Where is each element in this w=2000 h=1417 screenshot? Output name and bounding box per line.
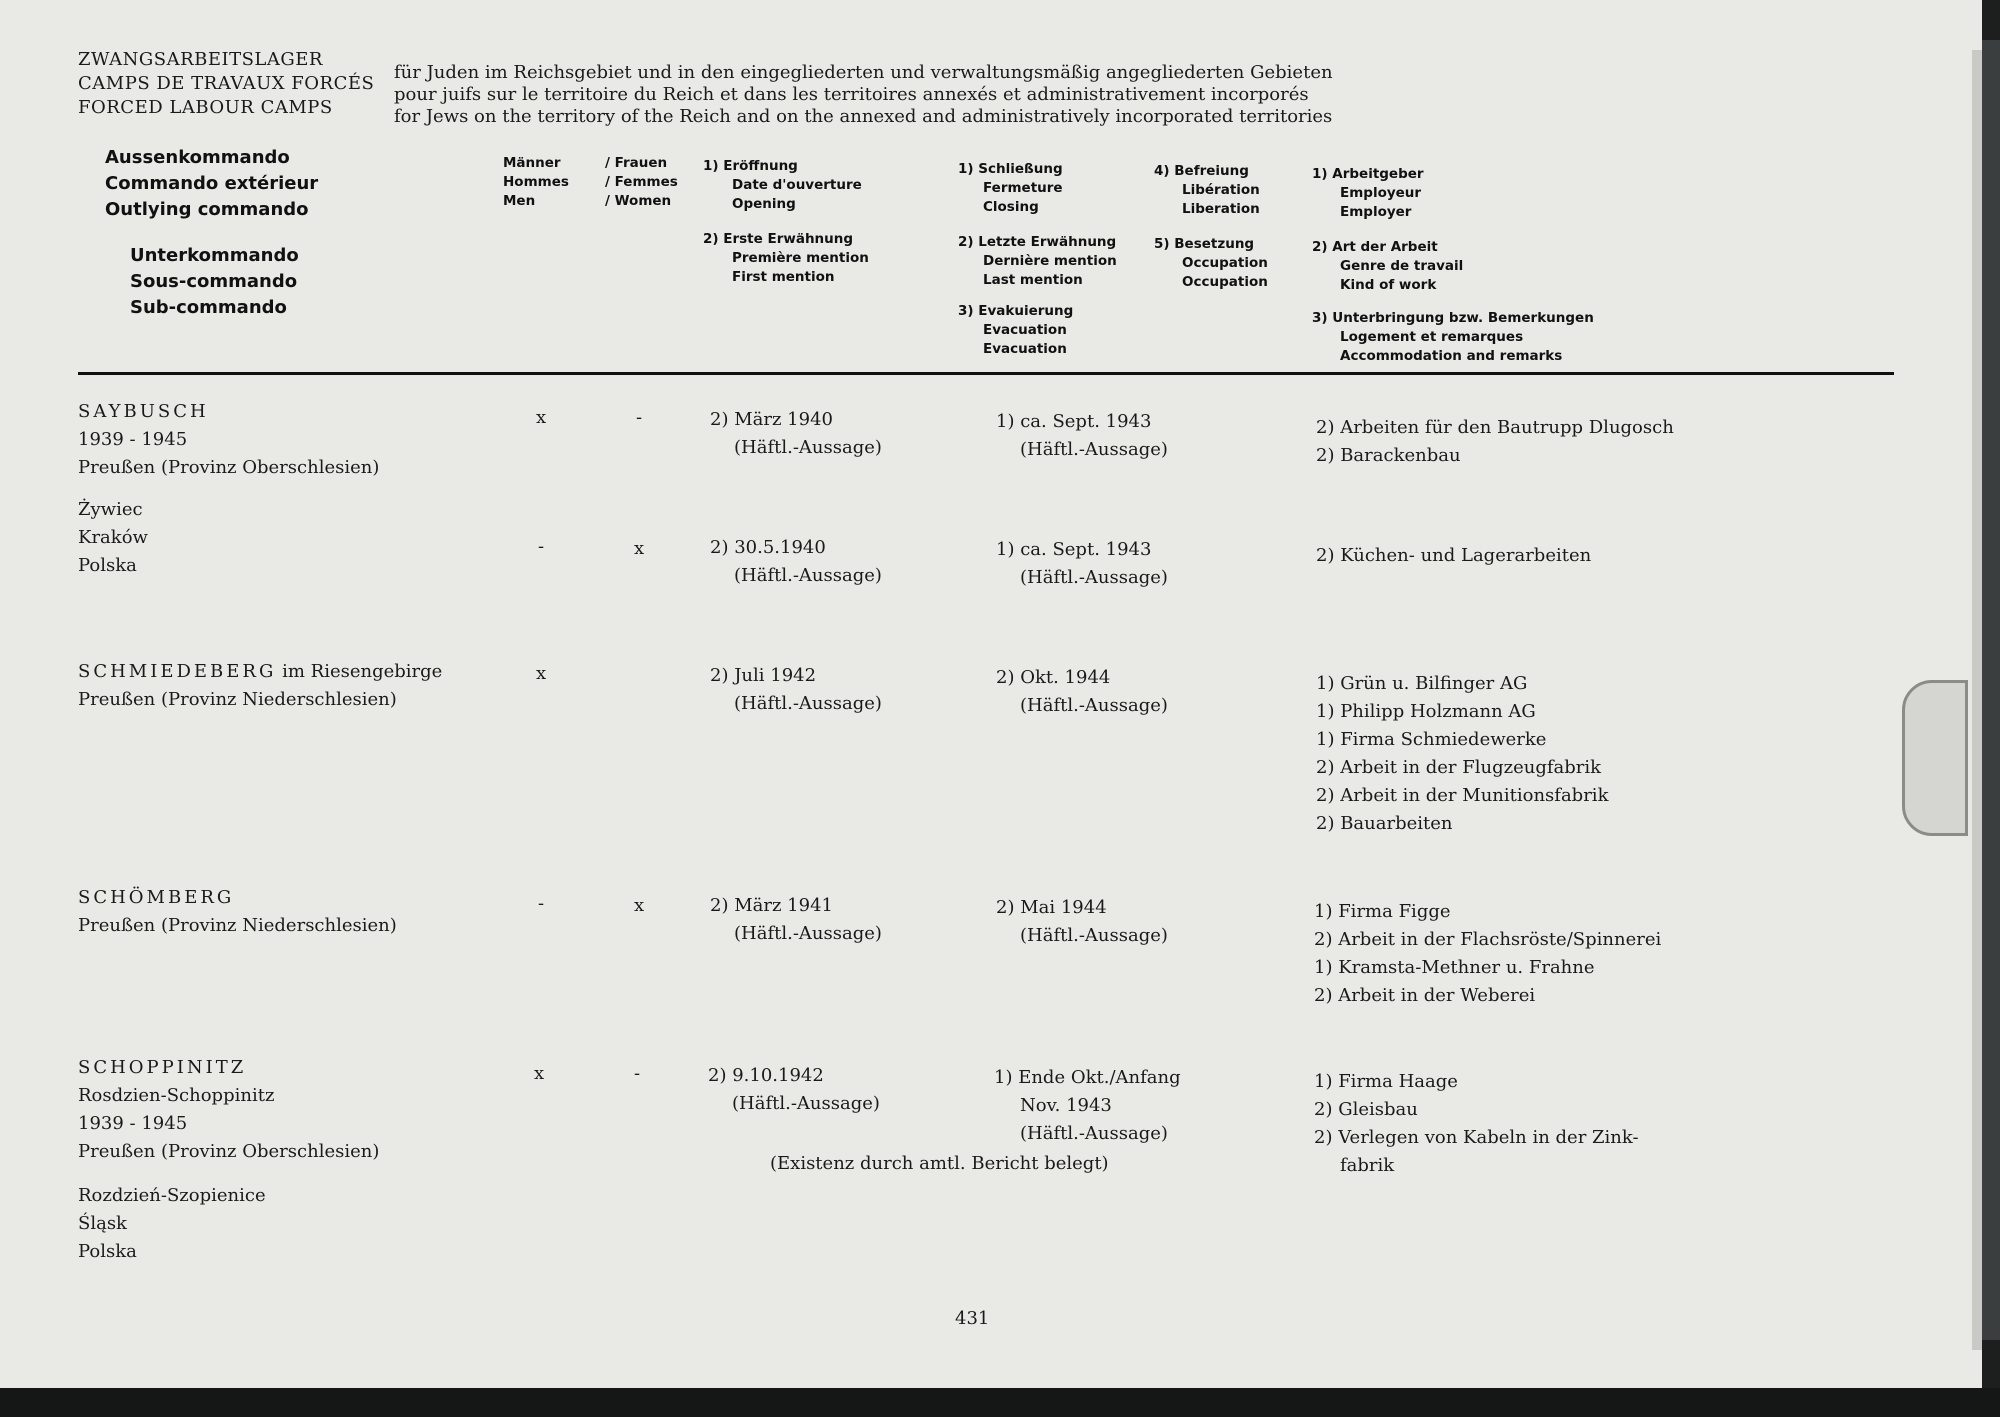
- header-opening-fr: Date d'ouverture: [732, 177, 862, 193]
- header-lib-de: 4) Befreiung: [1154, 163, 1249, 179]
- header-accommodation: [1312, 309, 1594, 366]
- closing-date: [996, 536, 1168, 592]
- work-item: 1) Grün u. Bilfinger AG: [1316, 673, 1528, 694]
- header-women-fr: / Femmes: [605, 174, 678, 190]
- intro-fr: pour juifs sur le territoire du Reich et dans les territoires annexés et administrativement incorporés: [394, 84, 1309, 105]
- closing-date: [994, 1064, 1181, 1148]
- header-unter-en: Sub-commando: [130, 297, 287, 318]
- work-item: 2) Arbeiten für den Bautrupp Dlugosch: [1316, 417, 1674, 438]
- camp-name: SCHMIEDEBERG: [78, 661, 277, 682]
- work-list: [1314, 898, 1661, 1010]
- entry-schmiedeberg-name: [78, 658, 442, 714]
- header-emp-fr: Employeur: [1340, 185, 1422, 201]
- header-rule: [78, 372, 1894, 375]
- header-closing: [958, 160, 1063, 217]
- camp-detail: Rosdzien-Schoppinitz: [78, 1085, 275, 1106]
- header-evac-fr: Evacuation: [983, 322, 1067, 338]
- header-occ-fr: Occupation: [1182, 255, 1268, 271]
- work-item: 2) Bauarbeiten: [1316, 813, 1453, 834]
- title-block: [78, 48, 374, 120]
- title-fr: CAMPS DE TRAVAUX FORCÉS: [78, 73, 375, 94]
- women-mark: x: [634, 895, 645, 916]
- source-line: (Häftl.-Aussage): [734, 693, 882, 714]
- camp-detail: Polska: [78, 1241, 137, 1262]
- source-line: (Häftl.-Aussage): [1020, 925, 1168, 946]
- header-work-de: 2) Art der Arbeit: [1312, 239, 1438, 255]
- work-item: 2) Arbeit in der Weberei: [1314, 985, 1536, 1006]
- work-list: [1316, 542, 1591, 570]
- work-item: 2) Gleisbau: [1314, 1099, 1418, 1120]
- date-line: 1) ca. Sept. 1943: [996, 411, 1152, 432]
- date-line: 2) 30.5.1940: [710, 537, 826, 558]
- camp-name-suffix: im Riesengebirge: [282, 661, 443, 682]
- header-emp-en: Employer: [1340, 204, 1412, 220]
- camp-detail: Żywiec: [78, 499, 143, 520]
- camp-detail: Preußen (Provinz Oberschlesien): [78, 457, 380, 478]
- header-aussen-fr: Commando extérieur: [105, 173, 319, 194]
- header-work-fr: Genre de travail: [1340, 258, 1464, 274]
- camp-detail: Rozdzień-Szopienice: [78, 1185, 266, 1206]
- entry-schoppinitz-location: [78, 1182, 266, 1266]
- opening-date: [710, 892, 882, 948]
- header-closing-en: Closing: [983, 199, 1039, 215]
- header-men-fr: Hommes: [503, 174, 569, 190]
- header-acc-en: Accommodation and remarks: [1340, 348, 1563, 364]
- camp-name: SAYBUSCH: [78, 401, 209, 422]
- header-lib-en: Liberation: [1182, 201, 1260, 217]
- page-clip: [1902, 680, 1968, 836]
- work-item: fabrik: [1340, 1155, 1395, 1176]
- header-closing-de: 1) Schließung: [958, 161, 1063, 177]
- date-line: 2) März 1940: [710, 409, 833, 430]
- source-line: (Häftl.-Aussage): [734, 565, 882, 586]
- header-evac-en: Evacuation: [983, 341, 1067, 357]
- header-opening-en: Opening: [732, 196, 796, 212]
- work-item: 2) Arbeit in der Flachsröste/Spinnerei: [1314, 929, 1662, 950]
- header-opening: [703, 157, 862, 214]
- work-list: [1314, 1068, 1639, 1180]
- camp-name: SCHÖMBERG: [78, 887, 235, 908]
- work-item: 1) Kramsta-Methner u. Frahne: [1314, 957, 1595, 978]
- header-women: [605, 154, 678, 211]
- camp-detail: Polska: [78, 555, 137, 576]
- women-mark: -: [636, 407, 643, 428]
- date-line: Nov. 1943: [1020, 1095, 1112, 1116]
- header-kind-of-work: [1312, 238, 1463, 295]
- title-de: ZWANGSARBEITSLAGER: [78, 49, 323, 70]
- camp-detail: Kraków: [78, 527, 148, 548]
- header-unter-de: Unterkommando: [130, 245, 299, 266]
- work-item: 1) Firma Haage: [1314, 1071, 1458, 1092]
- header-acc-fr: Logement et remarques: [1340, 329, 1524, 345]
- camp-detail: Preußen (Provinz Oberschlesien): [78, 1141, 380, 1162]
- entry-schoppinitz-name: [78, 1054, 379, 1166]
- men-mark: -: [538, 893, 545, 914]
- date-line: 2) Juli 1942: [710, 665, 817, 686]
- existence-note: (Existenz durch amtl. Bericht belegt): [770, 1153, 1109, 1174]
- header-liberation: [1154, 162, 1260, 219]
- intro-en: for Jews on the territory of the Reich and on the annexed and administratively incorporated territories: [394, 106, 1333, 127]
- opening-date: [710, 406, 882, 462]
- title-en: FORCED LABOUR CAMPS: [78, 97, 333, 118]
- source-line: (Häftl.-Aussage): [1020, 1123, 1168, 1144]
- women-mark: x: [634, 538, 645, 559]
- opening-date: [710, 534, 882, 590]
- header-acc-de: 3) Unterbringung bzw. Bemerkungen: [1312, 310, 1594, 326]
- entry-schomberg-name: [78, 884, 397, 940]
- work-item: 2) Arbeit in der Flugzeugfabrik: [1316, 757, 1602, 778]
- work-list: [1316, 670, 1608, 838]
- header-first-mention: [703, 230, 869, 287]
- men-mark: x: [536, 407, 547, 428]
- header-evac-de: 3) Evakuierung: [958, 303, 1074, 319]
- header-last-fr: Dernière mention: [983, 253, 1117, 269]
- header-unter-fr: Sous-commando: [130, 271, 298, 292]
- date-line: 2) Okt. 1944: [996, 667, 1111, 688]
- men-mark: -: [538, 536, 545, 557]
- date-line: 1) Ende Okt./Anfang: [994, 1067, 1181, 1088]
- opening-date: [710, 662, 882, 718]
- header-work-en: Kind of work: [1340, 277, 1437, 293]
- work-list: [1316, 414, 1674, 470]
- work-item: 1) Firma Schmiedewerke: [1316, 729, 1547, 750]
- header-evacuation: [958, 302, 1073, 359]
- header-aussen-en: Outlying commando: [105, 199, 309, 220]
- women-mark: -: [634, 1063, 641, 1084]
- work-item: 1) Philipp Holzmann AG: [1316, 701, 1536, 722]
- camp-detail: Preußen (Provinz Niederschlesien): [78, 915, 397, 936]
- opening-date: [708, 1062, 880, 1118]
- men-mark: x: [534, 1063, 545, 1084]
- header-lib-fr: Libération: [1182, 182, 1260, 198]
- header-men-en: Men: [503, 193, 536, 209]
- men-mark: x: [536, 663, 547, 684]
- intro-block: [394, 62, 1333, 128]
- header-unterkommando: [130, 243, 299, 321]
- header-last-en: Last mention: [983, 272, 1083, 288]
- source-line: (Häftl.-Aussage): [1020, 567, 1168, 588]
- header-occ-en: Occupation: [1182, 274, 1268, 290]
- header-men: [503, 154, 569, 211]
- page-edge: [1972, 50, 1982, 1350]
- entry-saybusch-name: [78, 398, 379, 482]
- header-closing-fr: Fermeture: [983, 180, 1063, 196]
- work-item: 1) Firma Figge: [1314, 901, 1451, 922]
- header-aussenkommando: [105, 145, 318, 223]
- closing-date: [996, 408, 1168, 464]
- work-item: 2) Küchen- und Lagerarbeiten: [1316, 545, 1592, 566]
- camp-detail: Preußen (Provinz Niederschlesien): [78, 689, 397, 710]
- header-women-en: / Women: [605, 193, 672, 209]
- header-aussen-de: Aussenkommando: [105, 147, 290, 168]
- work-item: 2) Barackenbau: [1316, 445, 1461, 466]
- header-women-de: / Frauen: [605, 155, 668, 171]
- header-last-de: 2) Letzte Erwähnung: [958, 234, 1117, 250]
- work-item: 2) Verlegen von Kabeln in der Zink-: [1314, 1127, 1639, 1148]
- source-line: (Häftl.-Aussage): [732, 1093, 880, 1114]
- header-first-en: First mention: [732, 269, 835, 285]
- date-line: 2) März 1941: [710, 895, 833, 916]
- source-line: (Häftl.-Aussage): [1020, 439, 1168, 460]
- header-occ-de: 5) Besetzung: [1154, 236, 1255, 252]
- work-item: 2) Arbeit in der Munitionsfabrik: [1316, 785, 1609, 806]
- bottom-edge: [0, 1388, 2000, 1417]
- header-employer: [1312, 165, 1424, 222]
- intro-de: für Juden im Reichsgebiet und in den eingegliederten und verwaltungsmäßig angegliederten Gebieten: [394, 62, 1333, 83]
- date-line: 1) ca. Sept. 1943: [996, 539, 1152, 560]
- header-men-de: Männer: [503, 155, 561, 171]
- camp-detail: 1939 - 1945: [78, 429, 188, 450]
- source-line: (Häftl.-Aussage): [734, 923, 882, 944]
- source-line: (Häftl.-Aussage): [1020, 695, 1168, 716]
- closing-date: [996, 894, 1168, 950]
- header-last-mention: [958, 233, 1117, 290]
- date-line: 2) Mai 1944: [996, 897, 1107, 918]
- camp-detail: 1939 - 1945: [78, 1113, 188, 1134]
- book-cover-edge: [1982, 40, 2000, 1340]
- header-emp-de: 1) Arbeitgeber: [1312, 166, 1424, 182]
- entry-zywiec-name: [78, 496, 148, 580]
- source-line: (Häftl.-Aussage): [734, 437, 882, 458]
- camp-detail: Śląsk: [78, 1213, 127, 1234]
- header-first-fr: Première mention: [732, 250, 869, 266]
- camp-name: SCHOPPINITZ: [78, 1057, 247, 1078]
- date-line: 2) 9.10.1942: [708, 1065, 824, 1086]
- closing-date: [996, 664, 1168, 720]
- header-first-de: 2) Erste Erwähnung: [703, 231, 854, 247]
- header-opening-de: 1) Eröffnung: [703, 158, 798, 174]
- page-number: 431: [955, 1308, 990, 1329]
- header-occupation: [1154, 235, 1268, 292]
